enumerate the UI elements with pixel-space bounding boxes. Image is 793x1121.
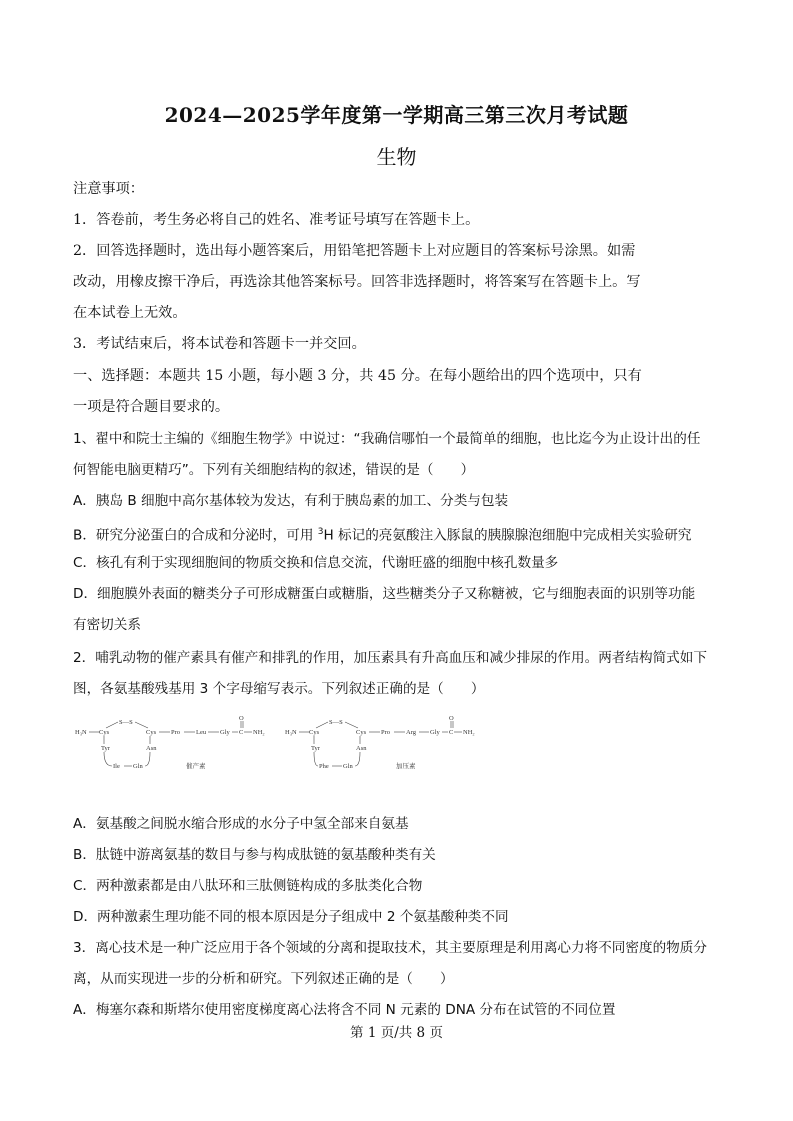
vasopressin-gln: Gln <box>343 763 353 770</box>
oxytocin-asn: Asn <box>146 745 157 752</box>
oxytocin-pro: Pro <box>171 729 181 736</box>
q2-option-d: D．两种激素生理功能不同的根本原因是分子组成中 2 个氨基酸种类不同 <box>73 909 509 925</box>
q2-stem: 2．哺乳动物的催产素具有催产和排乳的作用，加压素具有升高血压和减少排尿的作用。两者结构简式如下 <box>73 650 707 666</box>
vasopressin-cys2: Cys <box>356 729 367 736</box>
q1-option-a: A．胰岛 B 细胞中高尔基体较为发达，有利于胰岛素的加工、分类与包装 <box>73 493 509 509</box>
notice-item-2-cont: 改动，用橡皮擦干净后，再选涂其他答案标号。回答非选择题时，将答案写在答题卡上。写 <box>73 274 641 290</box>
oxytocin-structure <box>75 715 265 770</box>
oxytocin-label: 催产素 <box>186 763 206 770</box>
q1-stem-cont: 何智能电脑更精巧”。下列有关细胞结构的叙述，错误的是（ ） <box>73 462 475 478</box>
oxytocin-o: O <box>239 715 244 722</box>
section-heading-cont: 一项是符合题目要求的。 <box>73 399 230 415</box>
q2-option-c: C．两种激素都是由八肽环和三肽侧链构成的多肽类化合物 <box>73 878 423 894</box>
q1-stem: 1、翟中和院士主编的《细胞生物学》中说过：“我确信哪怕一个最简单的细胞，也比迄今为止设计出的任 <box>73 431 701 447</box>
vasopressin-h3n: H₃N <box>285 729 297 736</box>
q2-stem-cont: 图，各氨基酸残基用 3 个字母缩写表示。下列叙述正确的是（ ） <box>73 681 485 697</box>
oxytocin-c: C <box>239 729 244 736</box>
q1-option-b-pre: B．研究分泌蛋白的合成和分泌时，可用 <box>73 527 318 544</box>
oxytocin-ile: Ile <box>113 763 120 770</box>
vasopressin-asn: Asn <box>356 745 367 752</box>
oxytocin-nh2: NH₂ <box>253 729 265 736</box>
vasopressin-c: C <box>449 729 454 736</box>
vasopressin-phe: Phe <box>319 763 329 770</box>
oxytocin-leu: Leu <box>196 729 207 736</box>
q3-stem-cont: 离，从而实现进一步的分析和研究。下列叙述正确的是（ ） <box>73 971 454 987</box>
notice-item-2: 2．回答选择题时，选出每小题答案后，用铅笔把答题卡上对应题目的答案标号涂黑。如需 <box>73 243 636 259</box>
oxytocin-cys2: Cys <box>146 729 157 736</box>
oxytocin-gly: Gly <box>220 729 230 736</box>
vasopressin-label: 加压素 <box>396 763 416 770</box>
oxytocin-tyr: Tyr <box>101 745 110 752</box>
q2-option-a: A．氨基酸之间脱水缩合形成的水分子中氢全部来自氨基 <box>73 816 409 832</box>
q3-option-a: A．梅塞尔森和斯塔尔使用密度梯度离心法将含不同 N 元素的 DNA 分布在试管的不同位置 <box>73 1002 616 1018</box>
q1-option-b-post: H 标记的亮氨酸注入豚鼠的胰腺腺泡细胞中完成相关实验研究 <box>323 527 692 544</box>
vasopressin-arg: Arg <box>406 729 416 736</box>
q1-option-b <box>73 522 723 546</box>
notice-item-3: 3．考试结束后，将本试卷和答题卡一并交回。 <box>73 336 366 352</box>
notice-heading: 注意事项： <box>73 181 144 197</box>
vasopressin-structure <box>285 715 475 770</box>
exam-subject: 生物 <box>376 145 417 169</box>
vasopressin-ss: S—S <box>329 719 343 726</box>
oxytocin-ss: S—S <box>119 719 133 726</box>
vasopressin-nh2: NH₂ <box>463 729 475 736</box>
oxytocin-cys1: Cys <box>99 729 110 736</box>
vasopressin-gly: Gly <box>430 729 440 736</box>
vasopressin-tyr: Tyr <box>311 745 320 752</box>
oxytocin-gln: Gln <box>133 763 143 770</box>
section-heading: 一、选择题：本题共 15 小题，每小题 3 分，共 45 分。在每小题给出的四个选项中，只有 <box>73 368 642 384</box>
q1-option-d-cont: 有密切关系 <box>73 617 141 633</box>
q3-stem: 3．离心技术是一种广泛应用于各个领域的分离和提取技术，其主要原理是利用离心力将不同密度的物质分 <box>73 940 707 956</box>
notice-item-2-end: 在本试卷上无效。 <box>73 305 187 321</box>
vasopressin-o: O <box>449 715 454 722</box>
q1-option-d: D．细胞膜外表面的糖类分子可形成糖蛋白或糖脂，这些糖类分子又称糖被，它与细胞表面的识别等功能 <box>73 586 696 602</box>
peptide-structure-figure <box>73 712 493 778</box>
q2-option-b: B．肽链中游离氨基的数目与参与构成肽链的氨基酸种类有关 <box>73 847 436 863</box>
vasopressin-cys1: Cys <box>309 729 320 736</box>
notice-item-1: 1．答卷前，考生务必将自己的姓名、准考证号填写在答题卡上。 <box>73 212 480 228</box>
oxytocin-h3n: H₃N <box>75 729 87 736</box>
q1-option-b-sup: 3 <box>317 527 324 537</box>
q1-option-c: C．核孔有利于实现细胞间的物质交换和信息交流，代谢旺盛的细胞中核孔数量多 <box>73 555 559 571</box>
page-footer: 第 1 页/共 8 页 <box>350 1025 443 1041</box>
exam-title: 2024—2025学年度第一学期高三第三次月考试题 <box>164 103 629 127</box>
vasopressin-pro: Pro <box>381 729 391 736</box>
